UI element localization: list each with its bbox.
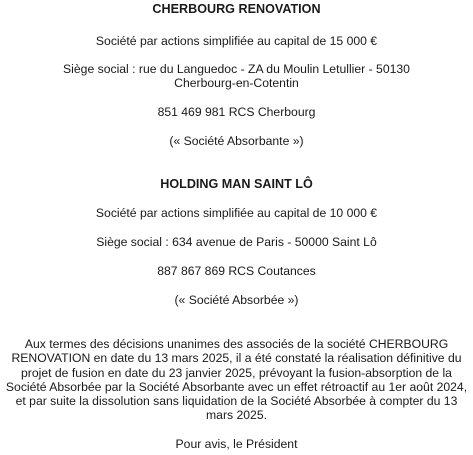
absorbing-company-role: (« Société Absorbante ») — [169, 134, 304, 148]
absorbed-company-rcs: 887 867 869 RCS Coutances — [157, 264, 316, 278]
absorbed-company-role: (« Société Absorbée ») — [174, 293, 299, 307]
merger-paragraph: Aux termes des décisions unanimes des associés de la société CHERBOURG RENOVATION en date du 13 mars 2025, il a été constaté la réalisation définitive du projet de fusion en date du 23 janvier 2025, prévoyant la fusion-absorption de la Société Absorbée par la Société Absorbante avec un effet rétroactif au 1er août 2024, et par suite la dissolution sans liquidation de la Société Absorbée à compter du 13 mars 2025. — [5, 337, 468, 423]
absorbed-company-name: HOLDING MAN SAINT LÔ — [160, 177, 313, 191]
absorbing-company-form: Société par actions simplifiée au capital de 15 000 € — [95, 34, 378, 48]
absorbed-company-address: Siège social : 634 avenue de Paris - 50000 Saint Lô — [96, 235, 377, 249]
absorbed-company-form: Société par actions simplifiée au capital de 10 000 € — [95, 206, 378, 220]
absorbing-company-address-line1: Siège social : rue du Languedoc - ZA du Moulin Letullier - 50130 — [63, 62, 410, 76]
absorbing-company-name: CHERBOURG RENOVATION — [152, 2, 321, 16]
signature-line: Pour avis, le Président — [175, 437, 298, 451]
absorbing-company-rcs: 851 469 981 RCS Cherbourg — [157, 105, 316, 119]
absorbing-company-address-line2: Cherbourg-en-Cotentin — [174, 76, 299, 90]
